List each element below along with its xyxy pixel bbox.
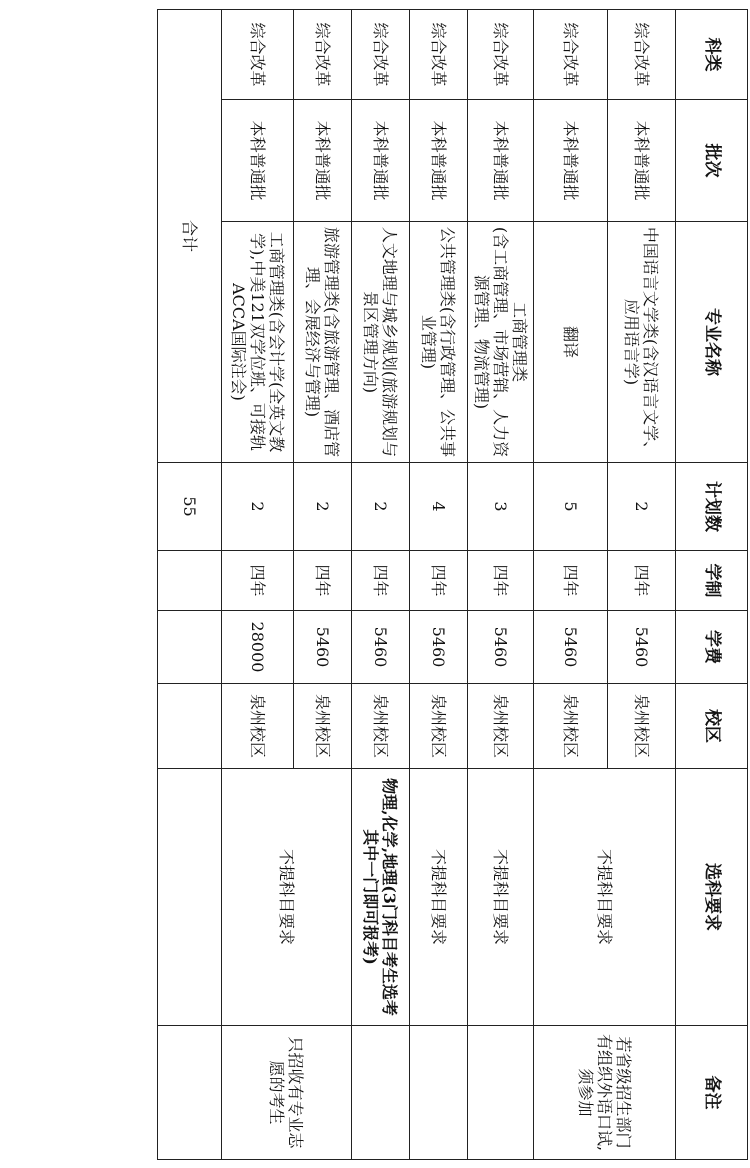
header-fee: 学费 <box>676 611 748 684</box>
cell-fee: 5460 <box>608 611 676 684</box>
cell-kelei: 综合改革 <box>294 10 352 100</box>
cell-major: 中国语言文学类(含汉语言文学、应用语言学) <box>608 222 676 463</box>
cell-major: 人文地理与城乡规划(旅游规划与景区管理方向) <box>352 222 410 463</box>
total-empty <box>158 551 222 611</box>
total-plan: 55 <box>158 463 222 551</box>
cell-campus: 泉州校区 <box>294 684 352 769</box>
cell-pici: 本科普通批 <box>410 100 468 222</box>
cell-kelei: 综合改革 <box>608 10 676 100</box>
cell-fee: 5460 <box>410 611 468 684</box>
header-campus: 校区 <box>676 684 748 769</box>
cell-years: 四年 <box>352 551 410 611</box>
cell-plan: 5 <box>534 463 608 551</box>
table-row <box>352 10 410 1160</box>
table-row <box>410 10 468 1160</box>
cell-campus: 泉州校区 <box>534 684 608 769</box>
cell-fee: 5460 <box>294 611 352 684</box>
major-title: 工商管理类 <box>510 301 529 382</box>
table-row <box>468 10 534 1160</box>
cell-plan: 3 <box>468 463 534 551</box>
header-major: 专业名称 <box>676 222 748 463</box>
cell-major: 公共管理类(含行政管理、公共事业管理) <box>410 222 468 463</box>
cell-kelei: 综合改革 <box>352 10 410 100</box>
cell-pici: 本科普通批 <box>222 100 294 222</box>
cell-plan: 2 <box>294 463 352 551</box>
cell-pici: 本科普通批 <box>468 100 534 222</box>
cell-fee: 5460 <box>534 611 608 684</box>
admission-plan-table <box>157 9 748 1160</box>
cell-campus: 泉州校区 <box>222 684 294 769</box>
cell-campus: 泉州校区 <box>468 684 534 769</box>
cell-subject-req: 不提科目要求 <box>468 769 534 1026</box>
cell-kelei: 综合改革 <box>468 10 534 100</box>
cell-campus: 泉州校区 <box>608 684 676 769</box>
header-pici: 批次 <box>676 100 748 222</box>
cell-pici: 本科普通批 <box>608 100 676 222</box>
total-empty <box>158 1026 222 1160</box>
cell-subject-req: 不提科目要求 <box>410 769 468 1026</box>
cell-major: 翻译 <box>534 222 608 463</box>
cell-fee: 5460 <box>352 611 410 684</box>
cell-remark: 只招收有专业志愿的考生 <box>222 1026 352 1160</box>
cell-years: 四年 <box>468 551 534 611</box>
cell-fee: 5460 <box>468 611 534 684</box>
rotated-table-wrapper <box>180 9 748 1159</box>
total-row <box>158 10 222 1160</box>
cell-major: 旅游管理类(含旅游管理、酒店管理、会展经济与管理) <box>294 222 352 463</box>
cell-major <box>468 222 534 463</box>
total-empty <box>158 684 222 769</box>
cell-pici: 本科普通批 <box>294 100 352 222</box>
cell-kelei: 综合改革 <box>222 10 294 100</box>
cell-years: 四年 <box>608 551 676 611</box>
cell-major: 工商管理类(含会计学(全英文教学),中美121双学位班、可接轨ACCA国际注会) <box>222 222 294 463</box>
cell-subject-req: 物理,化学,地理(3门科目考生选考其中一门即可报考) <box>352 769 410 1026</box>
cell-plan: 2 <box>608 463 676 551</box>
cell-kelei: 综合改革 <box>534 10 608 100</box>
cell-remark <box>352 1026 410 1160</box>
cell-campus: 泉州校区 <box>410 684 468 769</box>
cell-subject-req: 不提科目要求 <box>222 769 352 1026</box>
cell-years: 四年 <box>410 551 468 611</box>
cell-remark: 若省级招生部门有组织外语口试,须参加 <box>534 1026 676 1160</box>
header-plan: 计划数 <box>676 463 748 551</box>
header-years: 学制 <box>676 551 748 611</box>
table-row <box>608 10 676 1160</box>
cell-remark <box>410 1026 468 1160</box>
cell-pici: 本科普通批 <box>352 100 410 222</box>
header-remark: 备注 <box>676 1026 748 1160</box>
cell-plan: 2 <box>222 463 294 551</box>
header-subject-req: 选科要求 <box>676 769 748 1026</box>
cell-pici: 本科普通批 <box>534 100 608 222</box>
header-kelei: 科类 <box>676 10 748 100</box>
header-row <box>676 10 748 1160</box>
total-label: 合计 <box>158 10 222 463</box>
cell-remark <box>468 1026 534 1160</box>
total-empty <box>158 611 222 684</box>
cell-fee: 28000 <box>222 611 294 684</box>
table-row <box>294 10 352 1160</box>
cell-subject-req: 不提科目要求 <box>534 769 676 1026</box>
cell-years: 四年 <box>222 551 294 611</box>
cell-years: 四年 <box>534 551 608 611</box>
major-detail: (含工商管理、市场营销、人力资源管理、物流管理) <box>472 226 510 458</box>
total-empty <box>158 769 222 1026</box>
cell-campus: 泉州校区 <box>352 684 410 769</box>
cell-kelei: 综合改革 <box>410 10 468 100</box>
cell-years: 四年 <box>294 551 352 611</box>
cell-plan: 4 <box>410 463 468 551</box>
cell-plan: 2 <box>352 463 410 551</box>
